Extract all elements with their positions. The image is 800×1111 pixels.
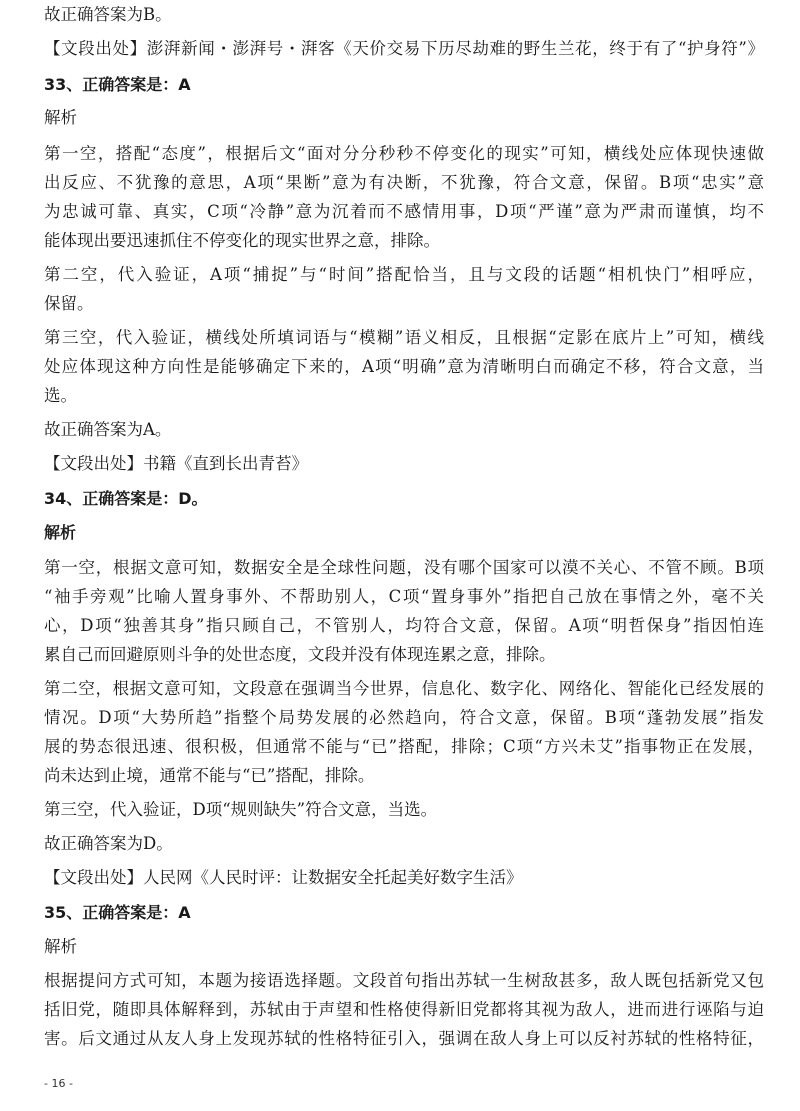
text-line: 害。后文通过从友人身上发现苏轼的性格特征引入，强调在敌人身上可以反衬苏轼的性格特征，	[44, 1029, 764, 1048]
text-line: 为忠诚可靠、真实，C项“冷静”意为沉着而不感情用事，D项“严谨”意为严肃而谨慎，均不	[44, 202, 764, 221]
text-line: 处应体现这种方向性是能够确定下来的，A项“明确”意为清晰明白而确定不移，符合文意，当	[44, 357, 764, 376]
answer-heading: 33、正确答案是：A	[44, 75, 191, 94]
text-line: 能体现出要迅速抓住不停变化的现实世界之意，排除。	[44, 231, 440, 250]
text-line: 第三空，代入验证，横线处所填词语与“模糊”语义相反，且根据“定影在底片上”可知，横线	[44, 328, 764, 347]
text-line: 第二空，根据文意可知，文段意在强调当今世界，信息化、数字化、网络化、智能化已经发展的	[44, 679, 764, 698]
text-line: 括旧党，随即具体解释到，苏轼由于声望和性格使得新旧党都将其视为敌人，进而进行诬陷与迫	[44, 1000, 764, 1019]
source-line: 【文段出处】澎湃新闻・澎湃号・湃客《天价交易下历尽劫难的野生兰花，终于有了“护身符”》	[44, 39, 764, 58]
analysis-label: 解析	[44, 937, 77, 956]
text-line: 第二空，代入验证，A项“捕捉”与“时间”搭配恰当，且与文段的话题“相机快门”相呼应，	[44, 265, 764, 284]
text-line: 情况。D项“大势所趋”指整个局势发展的必然趋向，符合文意，保留。B项“蓬勃发展”指发	[44, 708, 764, 727]
text-line: 选。	[44, 386, 77, 405]
analysis-label: 解析	[44, 523, 77, 542]
text-line: 保留。	[44, 294, 94, 313]
source-line: 【文段出处】人民网《人民时评：让数据安全托起美好数字生活》	[44, 868, 523, 887]
source-line: 【文段出处】书籍《直到长出青苔》	[44, 454, 308, 473]
text-line: 故正确答案为B。	[44, 5, 172, 24]
text-line: 累自己而回避原则斗争的处世态度，文段并没有体现连累之意，排除。	[44, 645, 556, 664]
text-line: 第一空，搭配“态度”，根据后文“面对分分秒秒不停变化的现实”可知，横线处应体现快速做	[44, 144, 764, 163]
text-line: 心，D项“独善其身”指只顾自己，不管别人，均符合文意，保留。A项“明哲保身”指因怕连	[44, 616, 764, 635]
page-number: - 16 -	[44, 1077, 73, 1090]
text-line: 故正确答案为D。	[44, 834, 173, 853]
text-line: 展的势态很迅速、很积极，但通常不能与“已”搭配，排除；C项“方兴未艾”指事物正在发展，	[44, 737, 764, 756]
text-line: 故正确答案为A。	[44, 420, 172, 439]
text-line: 第三空，代入验证，D项“规则缺失”符合文意，当选。	[44, 800, 438, 819]
answer-heading: 34、正确答案是：D。	[44, 489, 208, 508]
text-line: 根据提问方式可知，本题为接语选择题。文段首句指出苏轼一生树敌甚多，敌人既包括新党又包	[44, 971, 764, 990]
text-line: 第一空，根据文意可知，数据安全是全球性问题，没有哪个国家可以漠不关心、不管不顾。B项	[44, 558, 764, 577]
text-line: 出反应、不犹豫的意思，A项“果断”意为有决断，不犹豫，符合文意，保留。B项“忠实”意	[44, 173, 764, 192]
text-line: 尚未达到止境，通常不能与“已”搭配，排除。	[44, 766, 375, 785]
analysis-label: 解析	[44, 108, 77, 127]
text-line: “袖手旁观”比喻人置身事外、不帮助别人，C项“置身事外”指把自己放在事情之外，毫不关	[44, 587, 764, 606]
answer-heading: 35、正确答案是：A	[44, 903, 191, 922]
